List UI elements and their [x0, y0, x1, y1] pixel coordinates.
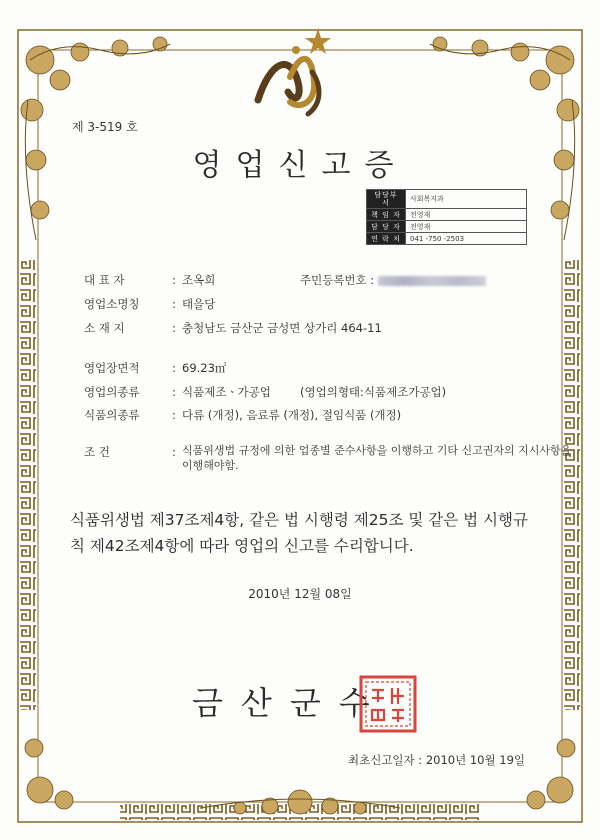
condition-value: 식품위생법 규정에 의한 업종별 준수사항을 이행하고 기타 신고권자의 지시사항을 이행해야함. — [182, 444, 572, 472]
resident-number-label: 주민등록번호 : — [300, 273, 375, 287]
food-type-label: 식품의종류 — [84, 408, 140, 422]
representative-label: 대 표 자 — [84, 273, 125, 287]
official-seal — [358, 674, 418, 734]
condition-row: 조 건 : — [84, 445, 176, 459]
first-report-date: 최초신고일자 : 2010년 10월 19일 — [348, 753, 526, 767]
table-cell-key: 책 임 자 — [367, 209, 406, 221]
department-table — [366, 189, 527, 245]
table-row — [367, 233, 527, 245]
condition-label: 조 건 — [84, 445, 110, 459]
business-name-label: 영업소명칭 — [84, 297, 140, 311]
issue-date: 2010년 12월 08일 — [248, 587, 352, 601]
table-cell-value: 사회복지과 — [406, 190, 527, 209]
table-row — [367, 221, 527, 233]
page-title: 영업신고증 — [192, 148, 408, 183]
area-label: 영업장면적 — [84, 361, 140, 375]
business-form: (영업의형태:식품제조가공업) — [300, 385, 447, 399]
address-label: 소 재 지 — [84, 321, 125, 335]
area-value: 69.23㎡ — [182, 361, 227, 375]
table-cell-value: 041 -750 -2503 — [406, 233, 527, 245]
table-cell-key: 담 당 자 — [367, 221, 406, 233]
business-type-label: 영업의종류 — [84, 385, 140, 399]
county-logo — [250, 22, 350, 117]
address-value: 충청남도 금산군 금성면 상가리 464-11 — [182, 321, 382, 335]
table-row — [367, 190, 527, 209]
food-type-row: 식품의종류 : 다류 (개정), 음료류 (개정), 절임식품 (개정) — [84, 408, 402, 422]
redacted-resident-number — [378, 276, 486, 286]
address-row: 소 재 지 : 충청남도 금산군 금성면 상가리 464-11 — [84, 321, 382, 335]
table-cell-key: 담당부서 — [367, 190, 406, 209]
issuer-name: 금산군수 — [192, 684, 388, 722]
table-row — [367, 209, 527, 221]
business-name-value: 태을당 — [182, 297, 216, 311]
table-cell-key: 연 락 처 — [367, 233, 406, 245]
representative-row: 대 표 자 : 조옥희 — [84, 273, 216, 287]
area-row: 영업장면적 : 69.23㎡ — [84, 361, 227, 375]
representative-value: 조옥희 — [182, 273, 216, 287]
food-type-value: 다류 (개정), 음료류 (개정), 절임식품 (개정) — [182, 408, 402, 422]
certificate-number: 제 3-519 호 — [72, 120, 138, 134]
table-cell-value: 전영재 — [406, 221, 527, 233]
business-type-value: 식품제조ㆍ가공업 — [182, 385, 271, 399]
table-cell-value: 전영재 — [406, 209, 527, 221]
main-statement: 식품위생법 제37조제4항, 같은 법 시행령 제25조 및 같은 법 시행규칙 제42조제4항에 따라 영업의 신고를 수리합니다. — [70, 511, 528, 555]
business-type-row: 영업의종류 : 식품제조ㆍ가공업 — [84, 385, 271, 399]
resident-number-row — [300, 272, 486, 288]
business-name-row: 영업소명칭 : 태을당 — [84, 297, 216, 311]
